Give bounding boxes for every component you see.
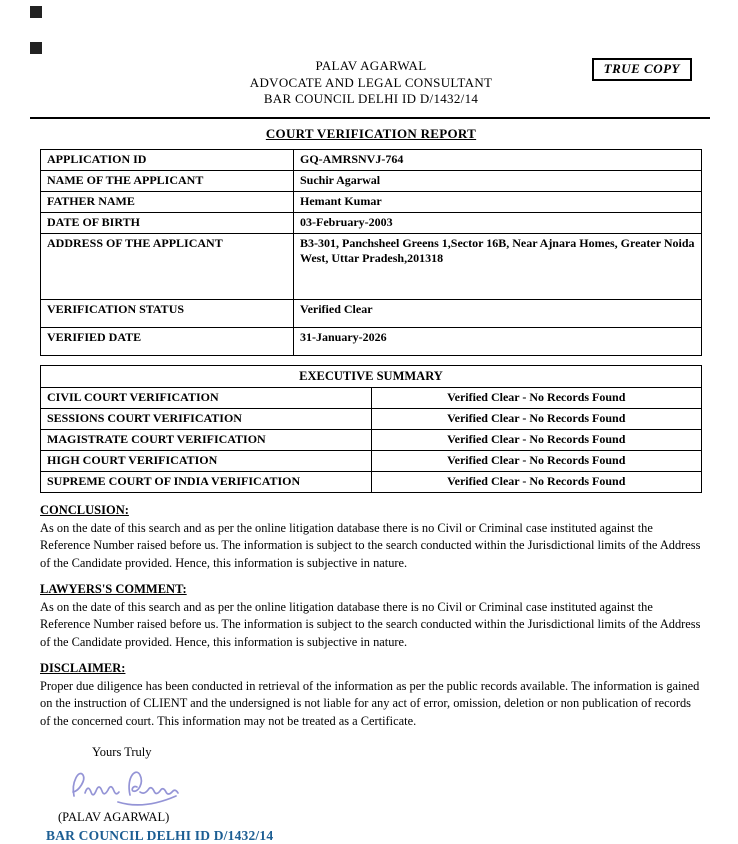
field-label: ADDRESS OF THE APPLICANT	[41, 233, 294, 299]
table-header-row	[41, 365, 702, 387]
true-copy-stamp: TRUE COPY	[592, 58, 692, 81]
court-label: HIGH COURT VERIFICATION	[41, 450, 372, 471]
advocate-bar-id: BAR COUNCIL DELHI ID D/1432/14	[263, 91, 479, 107]
field-value: Suchir Agarwal	[294, 170, 702, 191]
disclaimer-heading: DISCLAIMER:	[40, 661, 126, 676]
court-label: MAGISTRATE COURT VERIFICATION	[41, 429, 372, 450]
lawyers-comment-body: As on the date of this search and as per the online litigation database there is no Civil or Criminal case instituted against the Reference Number raised before us. The information is subject to the search conducted within the Jurisdictional limits of the Address of the Candidate provided. Hence, this information is subjective in nature.	[40, 599, 701, 649]
lawyers-comment-section	[40, 582, 702, 651]
field-label: VERIFIED DATE	[41, 327, 294, 355]
table-row	[41, 149, 702, 170]
field-label: VERIFICATION STATUS	[41, 299, 294, 327]
field-label: APPLICATION ID	[41, 149, 294, 170]
closing-text: Yours Truly	[92, 745, 152, 760]
conclusion-heading: CONCLUSION:	[40, 502, 129, 517]
signer-bar-id: BAR COUNCIL DELHI ID D/1432/14	[46, 828, 274, 844]
signature-ink-icon	[62, 762, 212, 810]
advocate-name: PALAV AGARWAL	[315, 58, 427, 73]
applicant-details-table	[40, 149, 702, 356]
court-status: Verified Clear - No Records Found	[371, 450, 702, 471]
table-row	[41, 387, 702, 408]
advocate-role: ADVOCATE AND LEGAL CONSULTANT	[249, 74, 493, 90]
registration-mark-top	[30, 6, 42, 18]
disclaimer-body: Proper due diligence has been conducted in retrieval of the information as per the public records available. The information is gained on the instruction of CLIENT and the undersigned is not liable for any act of error, omission, deletion or non publication of records of the concerned court. This information may not be treated as a Certificate.	[40, 679, 700, 728]
report-title: COURT VERIFICATION REPORT	[265, 125, 477, 141]
table-row	[41, 408, 702, 429]
signer-name: (PALAV AGARWAL)	[58, 810, 170, 825]
table-row	[41, 191, 702, 212]
table-row	[41, 299, 702, 327]
court-label: SUPREME COURT OF INDIA VERIFICATION	[41, 471, 372, 492]
court-status: Verified Clear - No Records Found	[371, 387, 702, 408]
table-row	[41, 327, 702, 355]
field-value: GQ-AMRSNVJ-764	[294, 149, 702, 170]
table-row	[41, 429, 702, 450]
field-label: NAME OF THE APPLICANT	[41, 170, 294, 191]
field-label: DATE OF BIRTH	[41, 212, 294, 233]
court-status: Verified Clear - No Records Found	[371, 471, 702, 492]
registration-mark-bottom	[30, 42, 42, 54]
table-row	[41, 233, 702, 299]
field-value: 31-January-2026	[294, 327, 702, 355]
field-label: FATHER NAME	[41, 191, 294, 212]
conclusion-section	[40, 503, 702, 572]
field-value: 03-February-2003	[294, 212, 702, 233]
disclaimer-section	[40, 661, 702, 730]
field-value: Hemant Kumar	[294, 191, 702, 212]
table-row	[41, 212, 702, 233]
field-value: B3-301, Panchsheel Greens 1,Sector 16B, Near Ajnara Homes, Greater Noida West, Uttar Pradesh,201318	[294, 233, 702, 299]
handwritten-signature	[62, 762, 702, 810]
field-value: Verified Clear	[294, 299, 702, 327]
table-row	[41, 170, 702, 191]
court-label: SESSIONS COURT VERIFICATION	[41, 408, 372, 429]
executive-summary-title: EXECUTIVE SUMMARY	[41, 365, 702, 387]
court-label: CIVIL COURT VERIFICATION	[41, 387, 372, 408]
court-status: Verified Clear - No Records Found	[371, 429, 702, 450]
header-divider	[30, 117, 710, 119]
lawyers-comment-heading: LAWYERS'S COMMENT:	[40, 581, 187, 596]
table-row	[41, 471, 702, 492]
executive-summary-table	[40, 365, 702, 493]
table-row	[41, 450, 702, 471]
court-status: Verified Clear - No Records Found	[371, 408, 702, 429]
conclusion-body: As on the date of this search and as per the online litigation database there is no Civil or Criminal case instituted against the Reference Number raised before us. The information is subject to the search conducted within the Jurisdictional limits of the Address of the Candidate provided. Hence, this information is subjective in nature.	[40, 520, 701, 570]
